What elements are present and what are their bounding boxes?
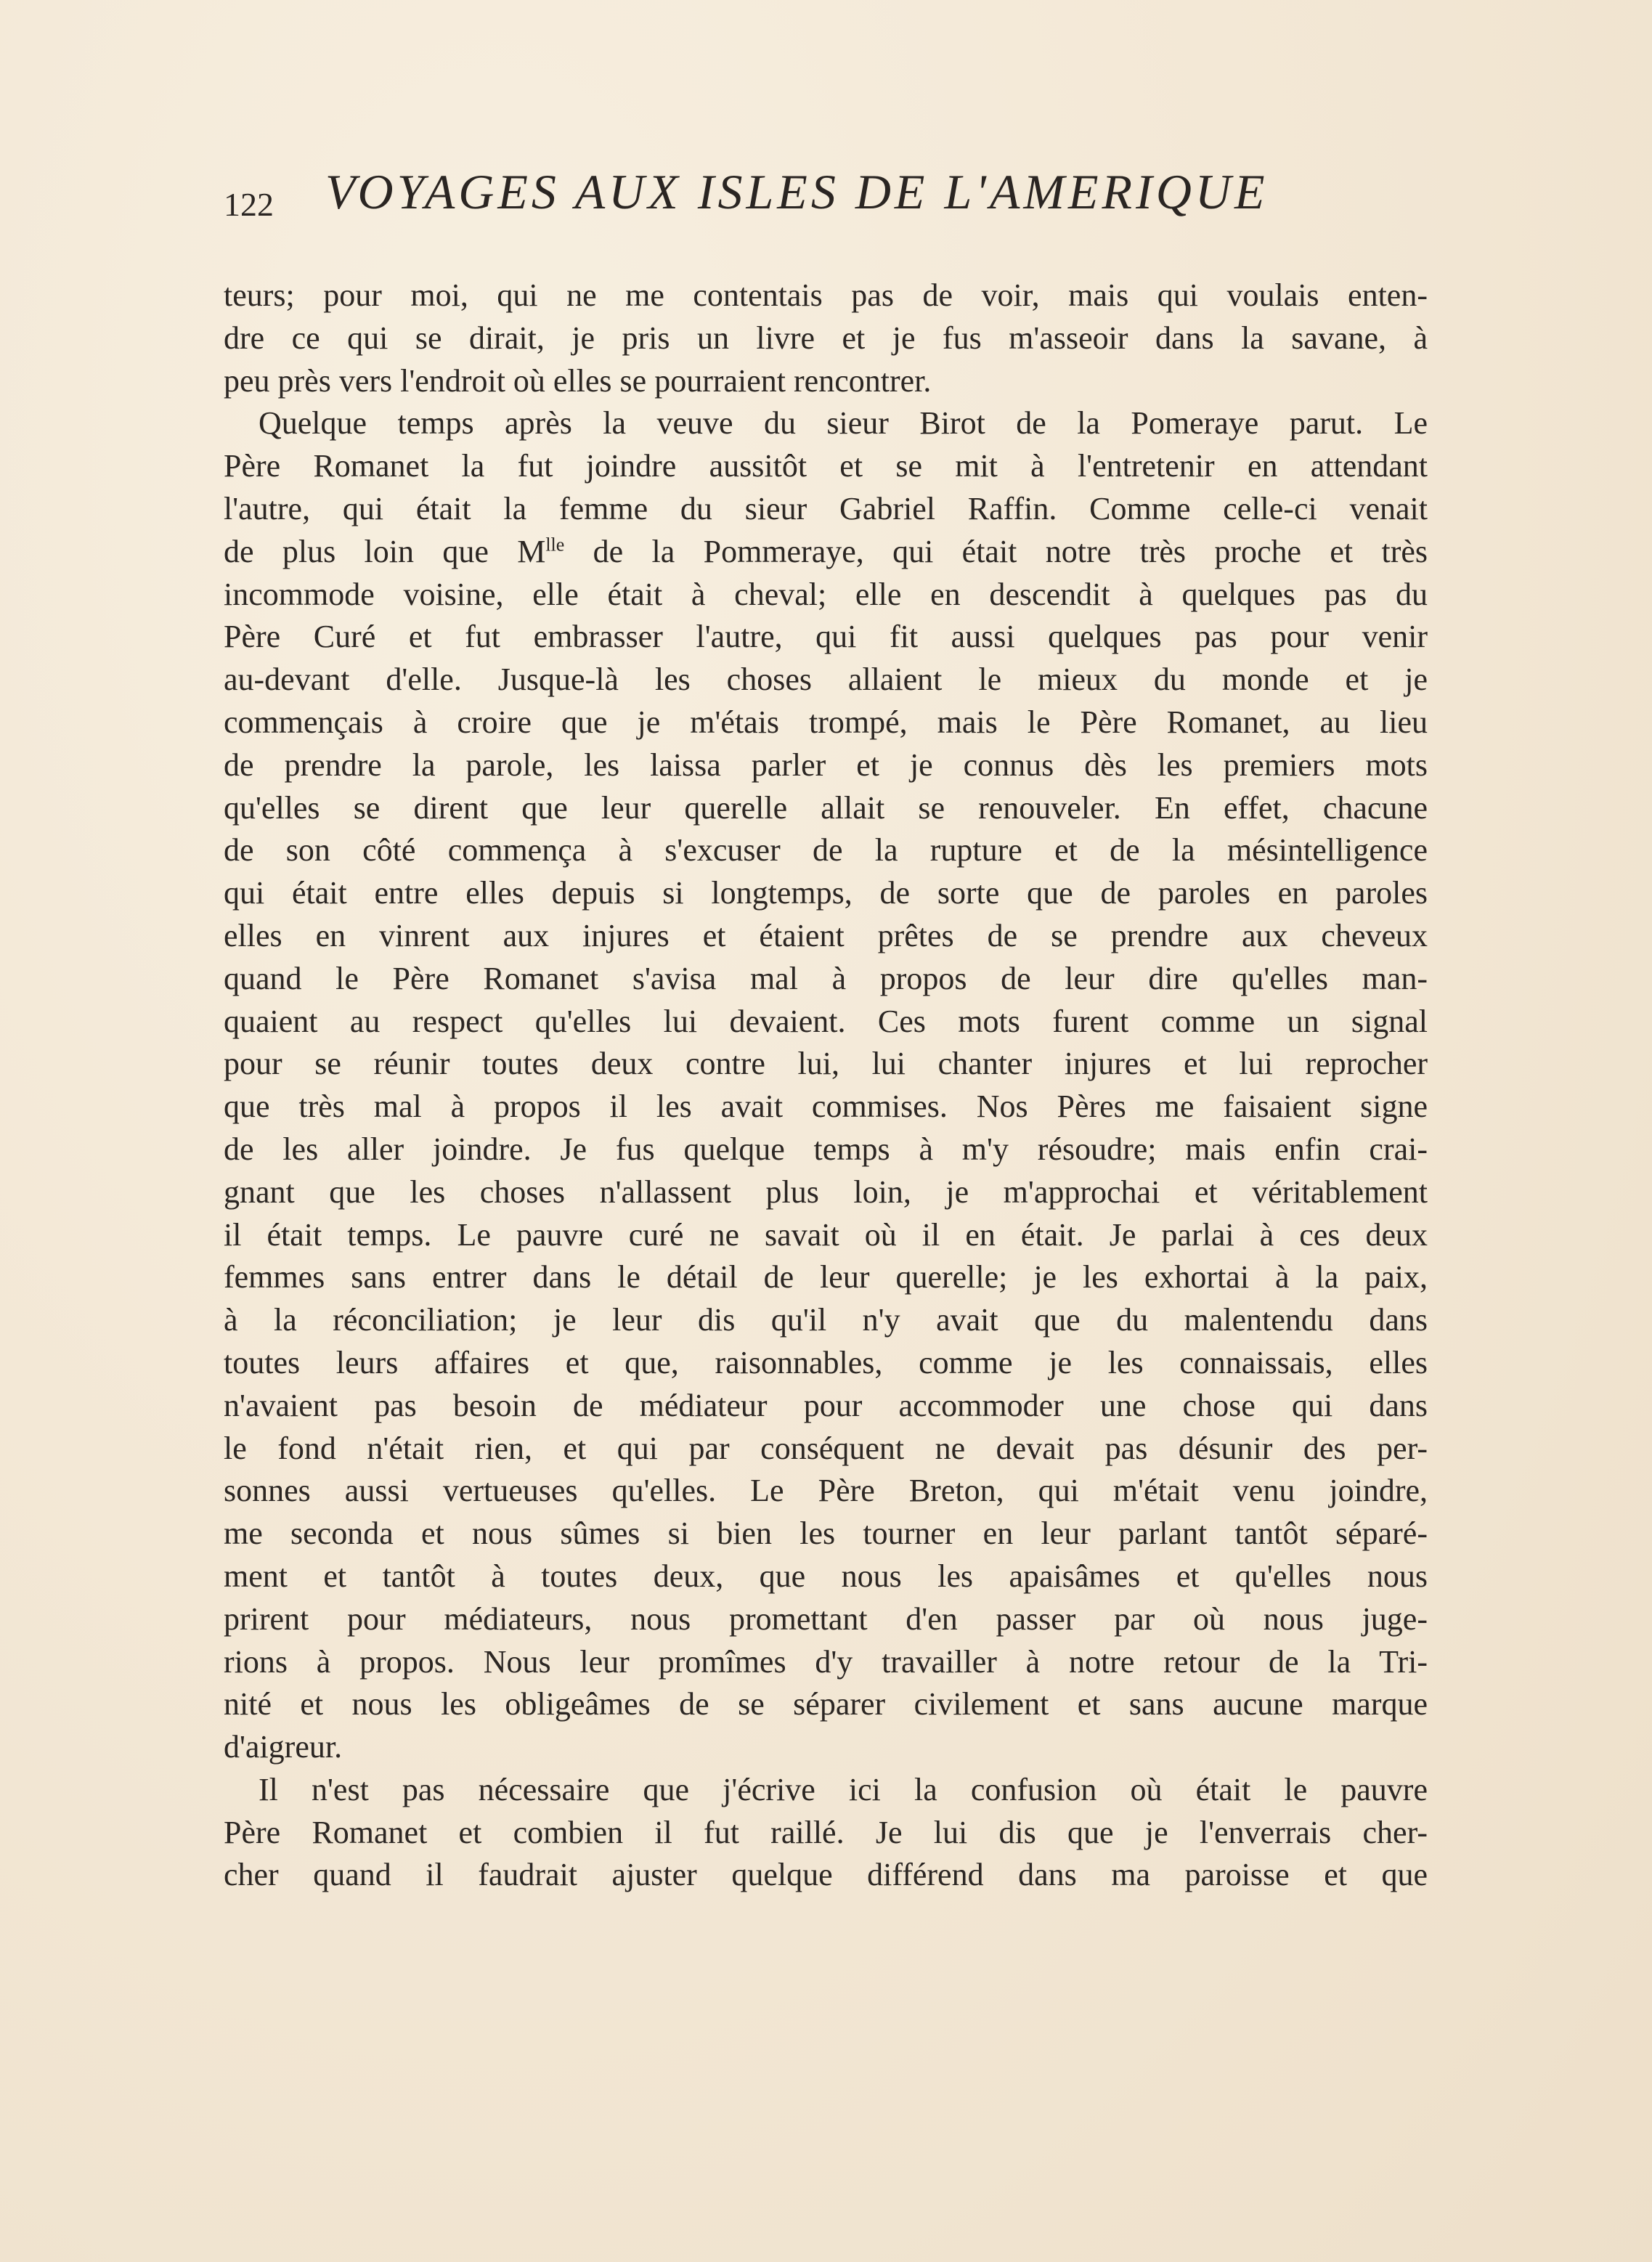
text-line xyxy=(224,1299,1428,1342)
running-title: VOYAGES AUX ISLES DE L'AMERIQUE xyxy=(325,164,1269,219)
line-text: Quelque temps après la veuve du sieur Birot de la Pomeraye parut. Le xyxy=(259,405,1428,442)
line-text: me seconda et nous sûmes si bien les tourner en leur parlant tantôt séparé- xyxy=(224,1516,1428,1552)
text-line xyxy=(224,1256,1428,1299)
line-text: n'avaient pas besoin de médiateur pour accommoder une chose qui dans xyxy=(224,1387,1428,1423)
line-text: de plus loin que M xyxy=(224,533,546,569)
text-line xyxy=(224,1001,1428,1043)
text-line xyxy=(224,1726,1428,1769)
text-line xyxy=(224,1854,1428,1897)
text-line xyxy=(224,872,1428,915)
line-text: incommode voisine, elle était à cheval; elle en descendit à quelques pas du xyxy=(224,576,1428,612)
page-number: 122 xyxy=(224,186,274,223)
line-text: à la réconciliation; je leur dis qu'il n'y avait que du malentendu dans xyxy=(224,1302,1428,1338)
line-text: rions à propos. Nous leur promîmes d'y travailler à notre retour de la Tri- xyxy=(224,1643,1428,1680)
line-text: commençais à croire que je m'étais trompé, mais le Père Romanet, au lieu xyxy=(224,704,1428,740)
running-header xyxy=(224,163,1429,229)
text-line xyxy=(224,616,1428,659)
text-line xyxy=(224,1342,1428,1385)
text-line xyxy=(224,1812,1428,1855)
text-line xyxy=(224,574,1428,617)
line-text: femmes sans entrer dans le détail de leur querelle; je les exhortai à la paix, xyxy=(224,1259,1428,1295)
text-line xyxy=(224,1598,1428,1641)
line-text: ment et tantôt à toutes deux, que nous les apaisâmes et qu'elles nous xyxy=(224,1558,1428,1594)
text-line xyxy=(224,659,1428,701)
text-line xyxy=(224,1171,1428,1214)
superscript: lle xyxy=(545,534,565,556)
text-line xyxy=(224,1428,1428,1470)
text-line xyxy=(224,829,1428,872)
line-text: de la Pommeraye, qui était notre très proche et très xyxy=(564,533,1428,569)
text-line xyxy=(224,1513,1428,1555)
text-line xyxy=(224,531,1428,574)
line-text: teurs; pour moi, qui ne me contentais pas de voir, mais qui voulais enten- xyxy=(224,277,1428,313)
text-line xyxy=(224,445,1428,488)
line-text: Il n'est pas nécessaire que j'écrive ici la confusion où était le pauvre xyxy=(259,1771,1428,1807)
line-text: au-devant d'elle. Jusque-là les choses allaient le mieux du monde et je xyxy=(224,662,1428,698)
text-line xyxy=(224,1769,1428,1812)
text-line xyxy=(224,1214,1428,1257)
line-text: de prendre la parole, les laissa parler et je connus dès les premiers mots xyxy=(224,746,1428,783)
text-line xyxy=(224,274,1428,317)
line-text: quaient au respect qu'elles lui devaient. Ces mots furent comme un signal xyxy=(224,1003,1428,1039)
line-text: dre ce qui se dirait, je pris un livre et je fus m'asseoir dans la savane, à xyxy=(224,320,1428,356)
text-line xyxy=(224,402,1428,445)
text-line xyxy=(224,701,1428,744)
text-line xyxy=(224,360,1428,403)
text-line xyxy=(224,958,1428,1001)
line-text: qu'elles se dirent que leur querelle allait se renouveler. En effet, chacune xyxy=(224,789,1428,826)
text-line xyxy=(224,488,1428,531)
text-line xyxy=(224,1555,1428,1598)
line-text: de son côté commença à s'excuser de la rupture et de la mésintelligence xyxy=(224,832,1428,868)
line-text: sonnes aussi vertueuses qu'elles. Le Père Breton, qui m'était venu joindre, xyxy=(224,1473,1428,1509)
text-line xyxy=(224,1641,1428,1684)
line-text: il était temps. Le pauvre curé ne savait où il en était. Je parlai à ces deux xyxy=(224,1216,1428,1253)
line-text: que très mal à propos il les avait commises. Nos Pères me faisaient signe xyxy=(224,1089,1428,1125)
text-line xyxy=(224,915,1428,958)
text-line xyxy=(224,1043,1428,1086)
line-text: peu près vers l'endroit où elles se pourraient rencontrer. xyxy=(224,362,932,399)
text-line xyxy=(224,744,1428,787)
line-text: Père Curé et fut embrasser l'autre, qui fit aussi quelques pas pour venir xyxy=(224,619,1428,655)
text-line xyxy=(224,1385,1428,1428)
line-text: Père Romanet la fut joindre aussitôt et se mit à l'entretenir en attendant xyxy=(224,448,1428,484)
line-text: le fond n'était rien, et qui par conséquent ne devait pas désunir des per- xyxy=(224,1430,1428,1466)
line-text: cher quand il faudrait ajuster quelque différend dans ma paroisse et que xyxy=(224,1857,1428,1893)
line-text: Père Romanet et combien il fut raillé. Je lui dis que je l'enverrais cher- xyxy=(224,1814,1428,1850)
line-text: toutes leurs affaires et que, raisonnables, comme je les connaissais, elles xyxy=(224,1344,1428,1380)
line-text: qui était entre elles depuis si longtemps, de sorte que de paroles en paroles xyxy=(224,875,1428,911)
text-line xyxy=(224,317,1428,360)
line-text: prirent pour médiateurs, nous promettant d'en passer par où nous juge- xyxy=(224,1600,1428,1637)
line-text: nité et nous les obligeâmes de se séparer civilement et sans aucune marque xyxy=(224,1686,1428,1722)
text-line xyxy=(224,1086,1428,1128)
body-text xyxy=(224,274,1428,1897)
line-text: elles en vinrent aux injures et étaient prêtes de se prendre aux cheveux xyxy=(224,917,1428,953)
text-line xyxy=(224,1683,1428,1726)
text-line xyxy=(224,1128,1428,1171)
line-text: quand le Père Romanet s'avisa mal à propos de leur dire qu'elles man- xyxy=(224,960,1428,996)
text-line xyxy=(224,787,1428,830)
line-text: de les aller joindre. Je fus quelque temps à m'y résoudre; mais enfin crai- xyxy=(224,1131,1428,1167)
text-line xyxy=(224,1470,1428,1513)
line-text: l'autre, qui était la femme du sieur Gabriel Raffin. Comme celle-ci venait xyxy=(224,490,1428,526)
line-text: d'aigreur. xyxy=(224,1729,343,1765)
line-text: gnant que les choses n'allassent plus loin, je m'approchai et véritablement xyxy=(224,1173,1428,1210)
line-text: pour se réunir toutes deux contre lui, lui chanter injures et lui reprocher xyxy=(224,1046,1428,1082)
